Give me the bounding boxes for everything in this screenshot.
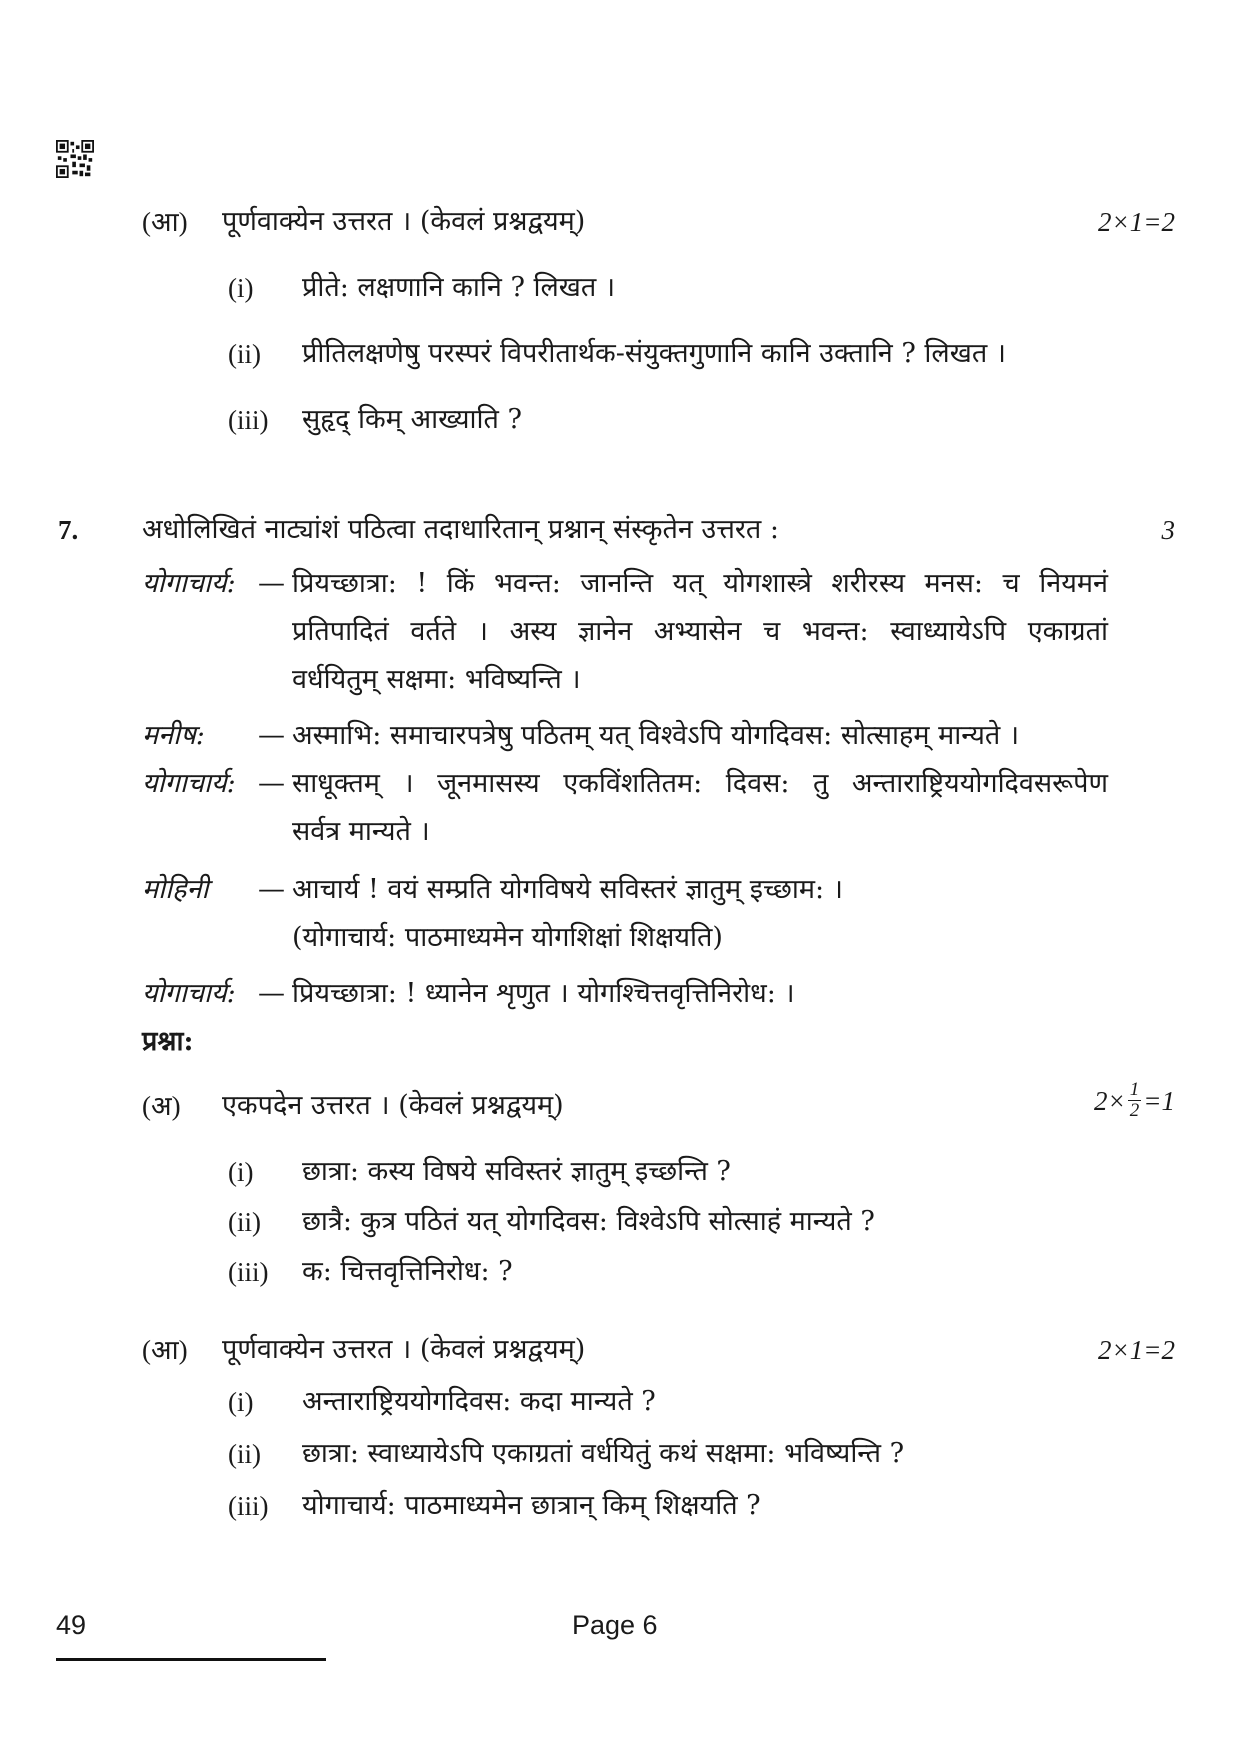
section-instruction: पूर्णवाक्येन उत्तरत । (केवलं प्रश्नद्वयम्) xyxy=(222,206,586,237)
dialogue-dash: — xyxy=(258,978,285,1009)
question-number: 7. xyxy=(58,515,79,545)
item-number: (iii) xyxy=(228,1257,269,1287)
paper-code: 49 xyxy=(56,1610,87,1640)
question-item: छात्रा: कस्य विषये सविस्तरं ज्ञातुम् इच्छन्ति ? xyxy=(302,1156,731,1187)
section-instruction: एकपदेन उत्तरत । (केवलं प्रश्नद्वयम्) xyxy=(222,1090,564,1121)
question-item: प्रीतिलक्षणेषु परस्परं विपरीतार्थक-संयुक्तगुणानि कानि उक्तानि ? लिखत । xyxy=(302,338,1007,369)
item-number: (iii) xyxy=(228,1491,269,1521)
dialogue-line: सर्वत्र मान्यते । xyxy=(292,816,430,847)
dialogue-line: साधूक्तम् । जूनमासस्य एकविंशतितम: दिवस: तु अन्ताराष्ट्रिययोगदिवसरूपेण xyxy=(292,768,1108,799)
questions-heading: प्रश्ना: xyxy=(142,1026,194,1057)
question-item: सुहृद् किम् आख्याति ? xyxy=(302,404,522,435)
fraction xyxy=(1128,1080,1142,1121)
dialogue-dash: — xyxy=(258,874,285,905)
speaker-name: मनीष: xyxy=(142,720,205,751)
qr-code-icon xyxy=(56,140,94,178)
dialogue-line: आचार्य ! वयं सम्प्रति योगविषये सविस्तरं ज्ञातुम् इच्छाम: । xyxy=(292,874,843,905)
marks: 2×1=2 xyxy=(1098,1335,1175,1365)
dialogue-line: प्रियच्छात्रा: ! ध्यानेन शृणुत । योगश्चित्तवृत्तिनिरोध: । xyxy=(292,978,795,1009)
dialogue-line: अस्माभि: समाचारपत्रेषु पठितम् यत् विश्वेऽपि योगदिवस: सोत्साहम् मान्यते । xyxy=(292,720,1020,751)
speaker-name: योगाचार्य: xyxy=(142,978,236,1009)
fraction-numerator: 1 xyxy=(1129,1079,1140,1100)
dialogue-dash: — xyxy=(258,720,285,751)
question-item: क: चित्तवृत्तिनिरोध: ? xyxy=(302,1256,513,1287)
speaker-name: मोहिनी xyxy=(142,874,209,905)
question-item: योगाचार्य: पाठमाध्यमेन छात्रान् किम् शिक्षयति ? xyxy=(302,1490,761,1521)
section-label: (आ) xyxy=(142,1335,188,1365)
question-item: छात्रै: कुत्र पठितं यत् योगदिवस: विश्वेऽपि सोत्साहं मान्यते ? xyxy=(302,1206,875,1237)
item-number: (ii) xyxy=(228,339,261,369)
dialogue-line: वर्धयितुम् सक्षमा: भविष्यन्ति । xyxy=(292,664,581,695)
speaker-name: योगाचार्य: xyxy=(142,568,236,599)
dialogue-dash: — xyxy=(258,568,285,599)
fraction-denominator: 2 xyxy=(1129,1100,1140,1121)
marks: 2×1=2 xyxy=(1098,207,1175,237)
stage-direction: (योगाचार्य: पाठमाध्यमेन योगशिक्षां शिक्षयति) xyxy=(292,922,723,953)
question-item: छात्रा: स्वाध्यायेऽपि एकाग्रतां वर्धयितुं कथं सक्षमा: भविष्यन्ति ? xyxy=(302,1438,905,1469)
dialogue-dash: — xyxy=(258,768,285,799)
page-number: Page 6 xyxy=(572,1610,658,1640)
question-item: अन्ताराष्ट्रिययोगदिवस: कदा मान्यते ? xyxy=(302,1386,656,1417)
footer-rule xyxy=(56,1658,326,1661)
question-item: प्रीते: लक्षणानि कानि ? लिखत । xyxy=(302,272,616,303)
dialogue-line: प्रतिपादितं वर्तते । अस्य ज्ञानेन अभ्यासेन च भवन्त: स्वाध्यायेऽपि एकाग्रतां xyxy=(292,616,1108,647)
dialogue-line: प्रियच्छात्रा: ! किं भवन्त: जानन्ति यत् योगशास्त्रे शरीरस्य मनस: च नियमनं xyxy=(292,568,1108,599)
item-number: (i) xyxy=(228,1157,254,1187)
item-number: (ii) xyxy=(228,1439,261,1469)
marks-suffix: =1 xyxy=(1143,1085,1175,1116)
marks-fraction xyxy=(1094,1080,1175,1121)
speaker-name: योगाचार्य: xyxy=(142,768,236,799)
item-number: (ii) xyxy=(228,1207,261,1237)
marks-prefix: 2× xyxy=(1094,1085,1126,1116)
item-number: (i) xyxy=(228,1387,254,1417)
item-number: (iii) xyxy=(228,405,269,435)
section-label: (अ) xyxy=(142,1091,181,1121)
item-number: (i) xyxy=(228,273,254,303)
section-instruction: पूर्णवाक्येन उत्तरत । (केवलं प्रश्नद्वयम्) xyxy=(222,1334,586,1365)
question-instruction: अधोलिखितं नाट्यांशं पठित्वा तदाधारितान् प्रश्नान् संस्कृतेन उत्तरत : xyxy=(142,514,779,545)
marks: 3 xyxy=(1161,515,1175,545)
section-label: (आ) xyxy=(142,207,188,237)
